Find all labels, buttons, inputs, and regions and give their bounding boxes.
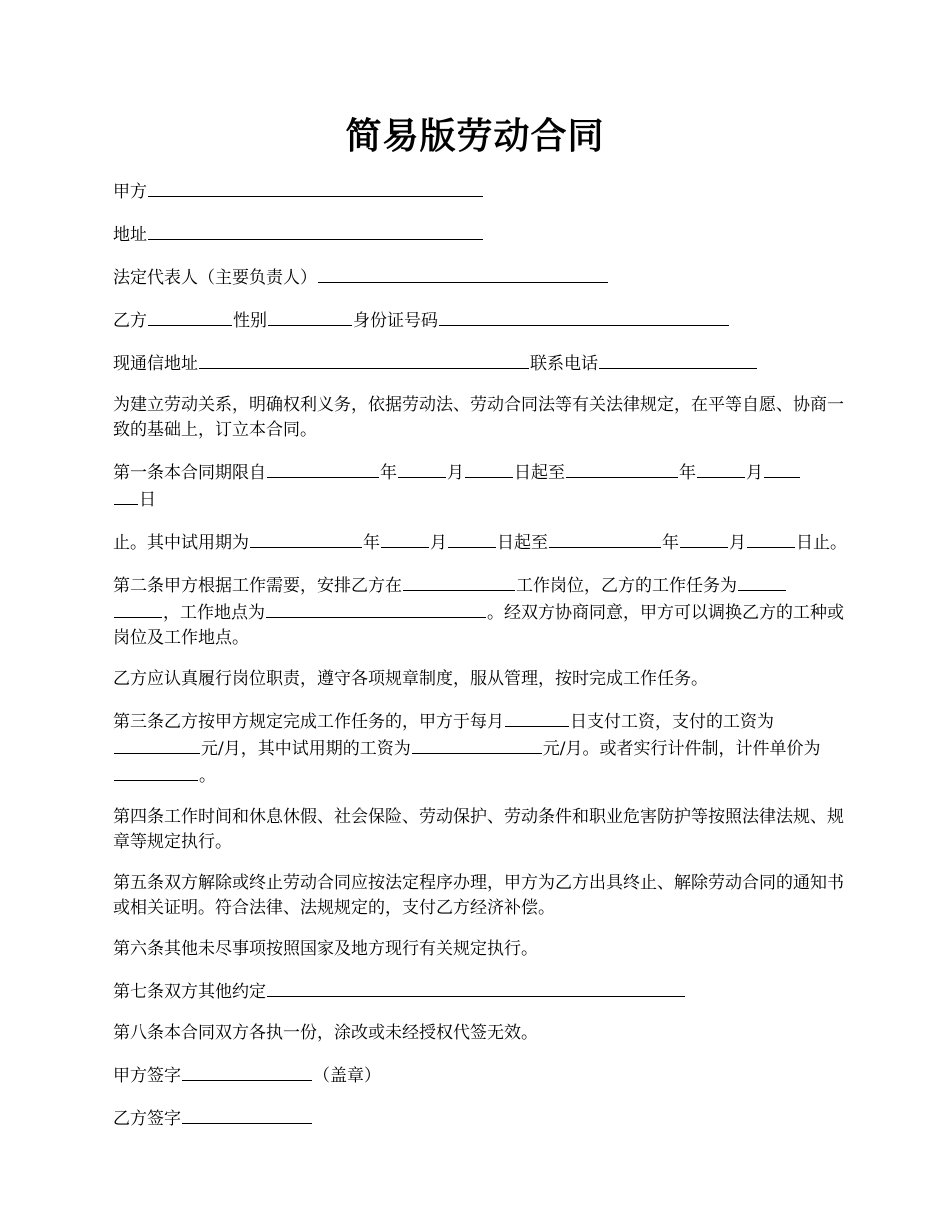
art1-day-from-2: 日起至: [497, 533, 548, 553]
article-7: [113, 978, 853, 1005]
art2-text-b: 工作岗位，乙方的工作任务为: [516, 576, 737, 596]
work-location-blank[interactable]: [266, 599, 486, 618]
party-a-signature-line: [113, 1062, 853, 1089]
art3-text-d: 元/月。或者实行计件制，计件单价为: [542, 739, 821, 759]
party-b-blank[interactable]: [148, 307, 232, 326]
id-number-blank[interactable]: [439, 307, 729, 326]
art1-month-4: 月: [729, 533, 746, 553]
art2-text-d: 。经双方协商同意，甲方可以调换乙方的工种或岗位及工作地点。: [113, 603, 844, 648]
article-6: 第六条其他未尽事项按照国家及地方现行有关规定执行。: [113, 939, 538, 959]
art3-text-c: 元/月，其中试用期的工资为: [201, 739, 411, 759]
address-blank[interactable]: [148, 221, 483, 240]
address-line: [113, 221, 853, 248]
art1-year-3: 年: [363, 533, 380, 553]
probation-start-year-blank[interactable]: [250, 529, 362, 548]
phone-label: 联系电话: [530, 354, 598, 374]
party-a-line: [113, 178, 853, 205]
art1-month-2: 月: [746, 463, 763, 483]
legal-rep-blank[interactable]: [318, 264, 608, 283]
party-b-signature-line: [113, 1105, 853, 1132]
probation-end-month-blank[interactable]: [680, 529, 728, 548]
probation-salary-blank[interactable]: [412, 735, 542, 754]
art3-text-a: 第三条乙方按甲方规定完成工作任务的，甲方于每月: [113, 712, 504, 732]
art3-text-b: 日支付工资，支付的工资为: [570, 712, 774, 732]
intro-paragraph: 为建立劳动关系，明确权利义务，依据劳动法、劳动合同法等有关法律规定，在平等自愿、协商一致的基础上，订立本合同。: [113, 395, 844, 440]
art1-start-day-blank[interactable]: [465, 459, 513, 478]
job-task-blank-b[interactable]: [114, 599, 162, 618]
party-a-signature-blank[interactable]: [182, 1062, 312, 1081]
phone-blank[interactable]: [599, 350, 757, 369]
article-8: 第八条本合同双方各执一份，涂改或未经授权代签无效。: [113, 1023, 538, 1043]
address-label: 地址: [113, 225, 147, 245]
piece-rate-blank[interactable]: [114, 762, 198, 781]
party-b-signature-blank[interactable]: [182, 1105, 312, 1124]
legal-rep-label: 法定代表人（主要负责人）: [113, 268, 317, 288]
legal-rep-line: [113, 264, 853, 291]
contact-line: [113, 350, 853, 377]
art1-start-month-blank[interactable]: [398, 459, 446, 478]
probation-start-day-blank[interactable]: [448, 529, 496, 548]
probation-end-year-blank[interactable]: [549, 529, 661, 548]
art1-end-year-blank[interactable]: [566, 459, 678, 478]
duty-paragraph: 乙方应认真履行岗位职责，遵守各项规章制度，服从管理，按时完成工作任务。: [113, 669, 708, 689]
art1-day: 日: [139, 490, 156, 510]
article-2: [113, 572, 853, 651]
art1-year-2: 年: [679, 463, 696, 483]
job-position-blank[interactable]: [403, 572, 515, 591]
party-b-label: 乙方: [113, 311, 147, 331]
mail-address-blank[interactable]: [199, 350, 529, 369]
article-3: [113, 708, 853, 789]
art1-end-day-blank-b[interactable]: [114, 486, 138, 505]
article-1-term: [113, 459, 853, 513]
art1-stop-text: 止。其中试用期为: [113, 533, 249, 553]
party-b-signature-label: 乙方签字: [113, 1109, 181, 1129]
art1-text-a: 第一条本合同期限自: [113, 463, 266, 483]
document-title: 简易版劳动合同: [345, 115, 605, 157]
mail-address-label: 现通信地址: [113, 354, 198, 374]
art1-day-from: 日起至: [514, 463, 565, 483]
id-number-label: 身份证号码: [353, 311, 438, 331]
art1-year-4: 年: [662, 533, 679, 553]
art1-end-day-blank-a[interactable]: [764, 459, 800, 478]
art1-start-year-blank[interactable]: [267, 459, 379, 478]
article-4: 第四条工作时间和休息休假、社会保险、劳动保护、劳动条件和职业危害防护等按照法律法规、规章等规定执行。: [113, 807, 844, 852]
art1-end-month-blank[interactable]: [697, 459, 745, 478]
party-a-signature-label: 甲方签字: [113, 1066, 181, 1086]
art7-text: 第七条双方其他约定: [113, 982, 266, 1002]
art1-month-1: 月: [447, 463, 464, 483]
art1-month-3: 月: [430, 533, 447, 553]
document-body: [113, 178, 853, 1148]
party-a-blank[interactable]: [148, 178, 483, 197]
gender-blank[interactable]: [268, 307, 352, 326]
salary-blank[interactable]: [114, 735, 200, 754]
art1-day-stop: 日止。: [796, 533, 847, 553]
gender-label: 性别: [233, 311, 267, 331]
party-a-label: 甲方: [113, 182, 147, 202]
art1-year-1: 年: [380, 463, 397, 483]
party-b-line: [113, 307, 853, 334]
probation-end-day-blank[interactable]: [747, 529, 795, 548]
probation-start-month-blank[interactable]: [381, 529, 429, 548]
art2-text-c: ，工作地点为: [163, 603, 265, 623]
art3-text-e: 。: [199, 766, 216, 786]
seal-label: （盖章）: [313, 1066, 381, 1086]
article-5: 第五条双方解除或终止劳动合同应按法定程序办理，甲方为乙方出具终止、解除劳动合同的通知书或相关证明。符合法律、法规规定的，支付乙方经济补偿。: [113, 873, 844, 918]
job-task-blank-a[interactable]: [738, 572, 786, 591]
art2-text-a: 第二条甲方根据工作需要，安排乙方在: [113, 576, 402, 596]
pay-day-blank[interactable]: [505, 708, 569, 727]
article-1-probation: [113, 529, 853, 556]
other-terms-blank[interactable]: [267, 978, 685, 997]
